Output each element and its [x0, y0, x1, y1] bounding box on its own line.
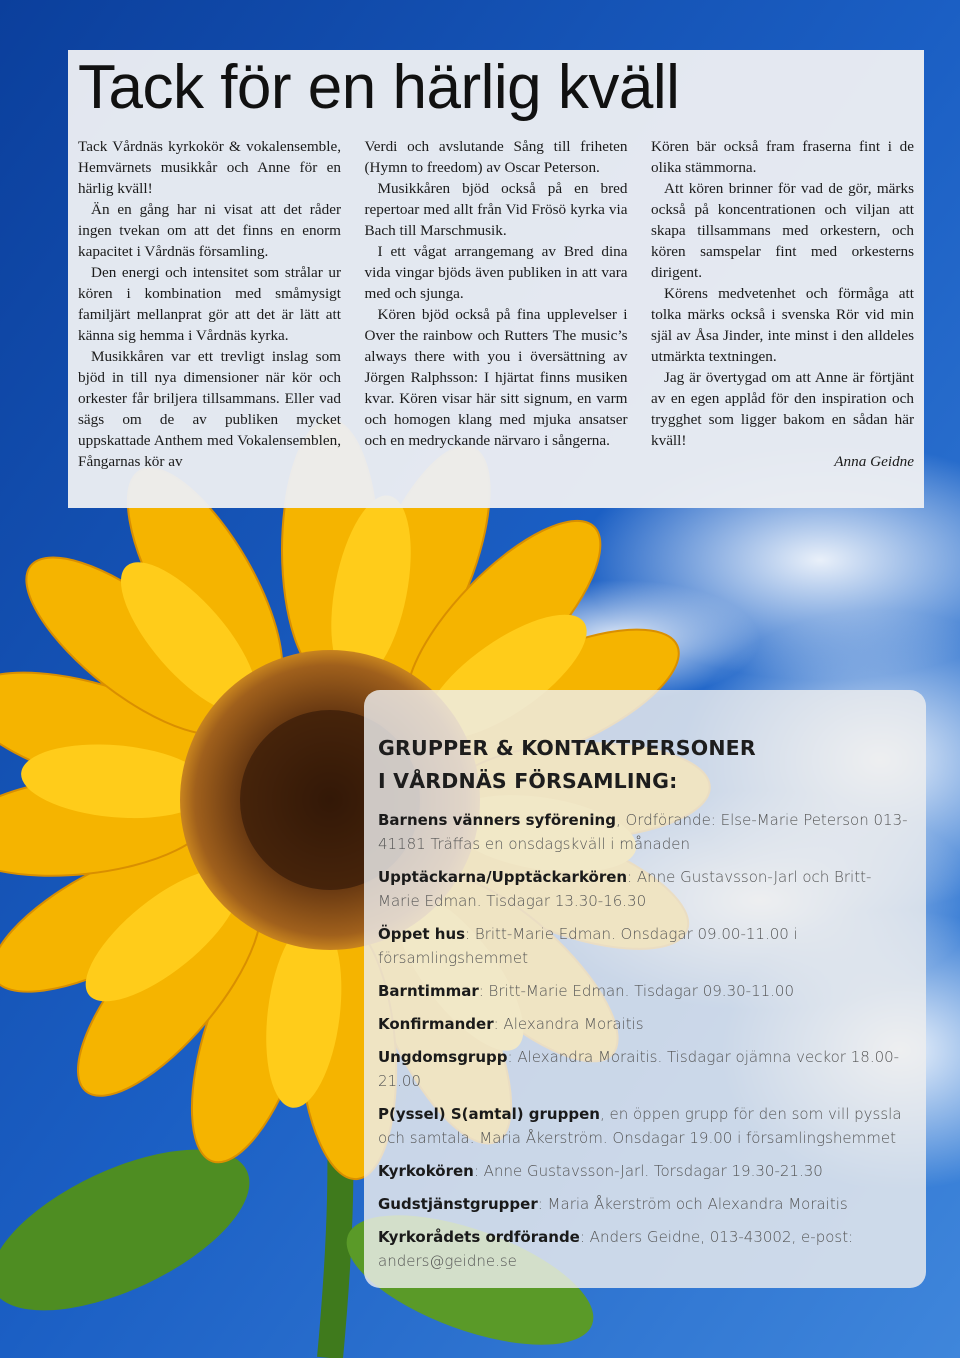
paragraph: Musikkåren var ett trevligt inslag som bjöd in till nya dimensioner när kör och orkester får briljera tillsammans. Eller vad sägs om de av publiken mycket uppskattade Anthem med Vokalensemblen, Fångarnas kör av [78, 348, 341, 470]
group-name: Gudstjänstgrupper [378, 1195, 538, 1213]
article-panel [68, 50, 924, 508]
paragraph: Än en gång har ni visat att det råder ingen tvekan om att det finns en enorm kapacitet i Vårdnäs församling. [78, 201, 341, 260]
paragraph: Kören bär också fram fraserna fint i de olika stämmorna. [651, 138, 914, 176]
group-entry [378, 865, 912, 913]
group-details: , en öppen grupp för den som vill pyssla och samtala. Maria Åkerström. Onsdagar 19.00 i församlingshemmet [378, 1105, 902, 1147]
group-entry [378, 1192, 912, 1216]
paragraph: I ett vågat arrangemang av Bred dina vida vingar bjöds även publiken in att vara med och sjunga. [364, 243, 628, 302]
article-title: Tack för en härlig kväll [78, 53, 680, 122]
group-name: Barnens vänners syförening [378, 811, 616, 829]
group-name: Kyrkokören [378, 1162, 474, 1180]
paragraph: Körens medvetenhet och förmåga att tolka märks också i svenska Rör vid min själ av Åsa Jinder, inte minst i den alldeles utmärkta textningen. [651, 285, 914, 365]
group-name: Konfirmander [378, 1015, 494, 1033]
group-details: : Maria Åkerström och Alexandra Moraitis [537, 1195, 848, 1213]
group-name: Barntimmar [378, 982, 479, 1000]
paragraph: Tack Vårdnäs kyrkokör & vokalensemble, Hemvärnets musikkår och Anne för en härlig kväll! [78, 138, 341, 197]
group-details: : Britt-Marie Edman. Tisdagar 09.30-11.00 [478, 982, 795, 1000]
group-name: Ungdomsgrupp [378, 1048, 508, 1066]
article-columns [78, 136, 914, 472]
paragraph: Jag är övertygad om att Anne är förtjänt av en egen applåd för den inspiration och trygghet som ligger bakom en sådan här kväll! [651, 369, 914, 449]
group-entry [378, 808, 912, 856]
group-entry [378, 1159, 912, 1183]
article-signature: Anna Geidne [834, 453, 914, 470]
groups-heading [378, 732, 912, 798]
group-details: , Ordförande: Else-Marie Peterson 013-41181 Träffas en onsdagskväll i månaden [378, 811, 908, 853]
group-details: : Anne Gustavsson-Jarl. Torsdagar 19.30-21.30 [473, 1162, 823, 1180]
groups-heading-line-1: GRUPPER & KONTAKTPERSONER [378, 736, 756, 760]
paragraph: Verdi och avslutande Sång till friheten (Hymn to freedom) av Oscar Peterson. [364, 138, 628, 176]
groups-heading-line-2: I VÅRDNÄS FÖRSAMLING: [378, 769, 678, 793]
article-column-3 [651, 136, 914, 472]
group-details: : Anders Geidne, 013-43002, e-post: anders@geidne.se [378, 1228, 854, 1270]
group-entry [378, 1102, 912, 1150]
paragraph: Den energi och intensitet som strålar ur kören i kombination med småmysigt familjärt mellanprat gör att det är lätt att känna sig hemma i Vårdnäs kyrka. [78, 264, 341, 344]
group-entry [378, 979, 912, 1003]
group-name: Upptäckarna/Upptäckarkören [378, 868, 628, 886]
group-entry [378, 1012, 912, 1036]
paragraph: Att kören brinner för vad de gör, märks också på koncentrationen och viljan att skapa tillsammans med orkestern, och kören samspelar fint med orkesterns dirigent. [651, 180, 914, 281]
paragraph: Musikkåren bjöd också på en bred repertoar med allt från Vid Frösö kyrka via Bach till Marschmusik. [364, 180, 628, 239]
group-name: P(yssel) S(amtal) gruppen [378, 1105, 600, 1123]
group-entry [378, 1225, 912, 1273]
group-entry [378, 1045, 912, 1093]
group-details: : Alexandra Moraitis. Tisdagar ojämna veckor 18.00-21.00 [378, 1048, 900, 1090]
group-entry [378, 922, 912, 970]
groups-contacts-panel [364, 690, 926, 1288]
group-name: Öppet hus [378, 925, 466, 943]
group-details: : Alexandra Moraitis [493, 1015, 644, 1033]
paragraph: Kören bjöd också på fina upplevelser i Over the rainbow och Rutters The music’s always there with you i översättning av Jörgen Ralphsson: I hjärtat finns musiken kvar. Kören visar här sitt signum, en varm och homogen klang med mjuka ansatser och en medryckande närvaro i sångerna. [364, 306, 628, 449]
group-details: : Anne Gustavsson-Jarl och Britt-Marie Edman. Tisdagar 13.30-16.30 [378, 868, 872, 910]
group-name: Kyrkorådets ordförande [378, 1228, 580, 1246]
group-details: : Britt-Marie Edman. Onsdagar 09.00-11.00 i församlingshemmet [378, 925, 798, 967]
article-column-1 [78, 136, 341, 472]
article-column-2 [365, 136, 628, 472]
